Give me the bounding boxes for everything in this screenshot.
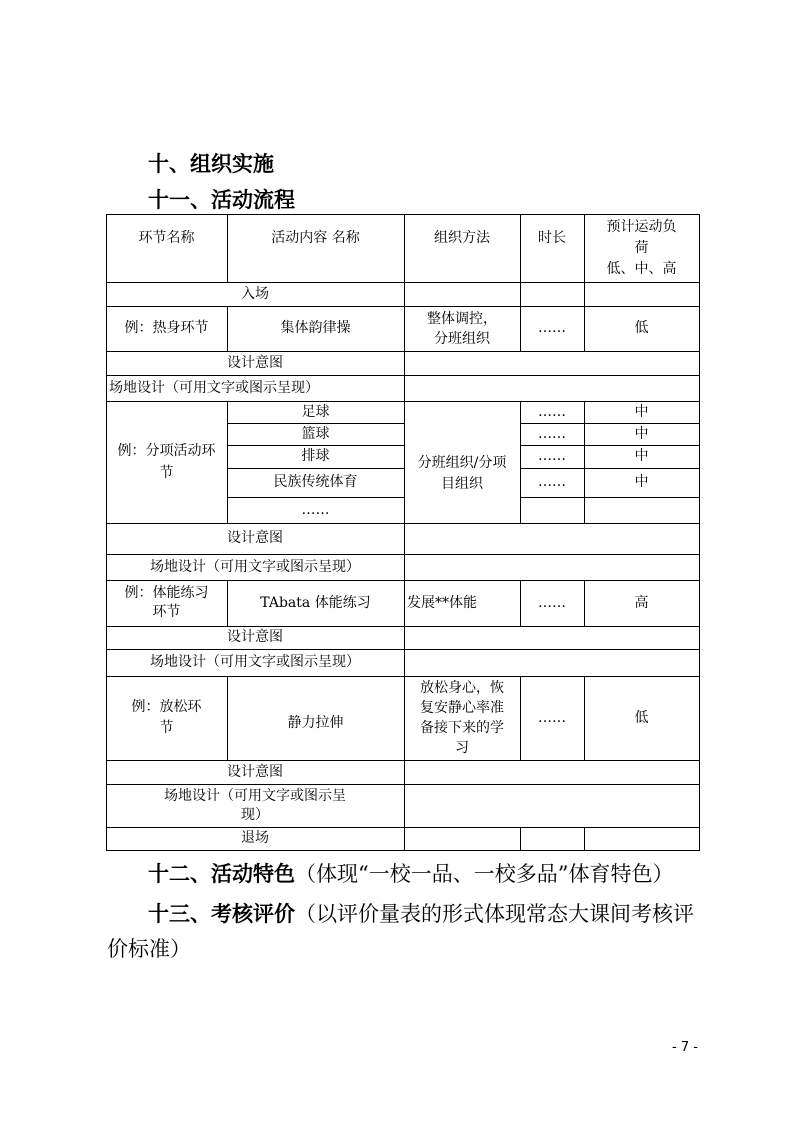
warmup-duration: …… [538, 320, 566, 336]
list-item: 篮球 [301, 425, 330, 442]
list-item: 排球 [301, 448, 330, 464]
relax-content: 静力拉伸 [287, 714, 344, 731]
fitness-stage: 例：体能练习 环节 [124, 585, 209, 620]
relax-duration: …… [538, 709, 566, 726]
row-exit: 退场 [241, 830, 269, 846]
assessment-continuation: 价标准） [107, 937, 191, 961]
page-number: - 7 - [672, 1040, 698, 1055]
list-item: 民族传统体育 [273, 474, 358, 490]
fitness-content: TAbata 体能练习 [260, 594, 371, 611]
site-design-label: 场地设计（可用文字或图示呈现） [150, 654, 360, 670]
warmup-method: 整体调控， 分班组织 [427, 310, 497, 347]
site-design-label: 场地设计（可用文字或图示呈现） [150, 558, 360, 575]
relax-stage: 例：放松环 节 [131, 699, 202, 736]
sports-method: 分班组织/分项 目组织 [417, 455, 507, 492]
sports-duration: …… [538, 448, 566, 464]
table-rule [584, 827, 585, 851]
site-design-label: 场地设计（可用文字或图示呈 现） [164, 787, 346, 823]
sports-duration: …… [538, 474, 566, 490]
table-rule [520, 497, 700, 498]
activity-flow-table [106, 214, 700, 851]
relax-method: 放松身心，恢 复安静心率准 备接下来的学 习 [420, 680, 504, 756]
heading-activity-features: 十二、活动特色（体现“一校一品、一校多品”体育特色） [148, 862, 674, 886]
sports-load: 中 [634, 425, 649, 442]
fitness-duration: …… [538, 594, 566, 611]
row-entry: 入场 [241, 285, 269, 302]
table-rule [520, 827, 521, 851]
design-intent-label: 设计意图 [227, 530, 283, 546]
warmup-stage: 例：热身环节 [124, 320, 209, 336]
header-organization-method: 组织方法 [434, 229, 490, 246]
design-intent-label: 设计意图 [227, 763, 283, 780]
list-item: …… [301, 501, 330, 518]
warmup-content: 集体韵律操 [280, 320, 351, 336]
table-rule [699, 214, 700, 851]
sports-load: 中 [634, 448, 649, 464]
sports-duration: …… [538, 425, 566, 442]
header-duration: 时长 [538, 229, 566, 246]
header-activity-content: 活动内容 名称 [271, 229, 360, 246]
site-design-label: 场地设计（可用文字或图示呈现） [109, 379, 319, 396]
heading-assessment: 十三、考核评价（以评价量表的形式体现常态大课间考核评 [148, 902, 694, 926]
relax-load: 低 [634, 709, 649, 726]
header-stage-name: 环节名称 [138, 229, 195, 246]
fitness-load: 高 [634, 594, 649, 611]
design-intent-label: 设计意图 [227, 354, 283, 371]
warmup-load: 低 [634, 320, 649, 336]
heading-activity-flow: 十一、活动流程 [148, 188, 295, 212]
heading-organization: 十、组织实施 [148, 152, 274, 176]
design-intent-label: 设计意图 [227, 629, 283, 645]
sports-duration: …… [538, 403, 566, 420]
table-rule [106, 850, 700, 851]
sports-load: 中 [634, 403, 649, 420]
fitness-method: 发展**体能 [407, 594, 477, 611]
sports-stage: 例：分项活动环 节 [117, 443, 216, 481]
sports-load: 中 [634, 474, 649, 490]
list-item: 足球 [301, 403, 330, 420]
header-expected-load: 预计运动负 荷 低、中、高 [606, 218, 677, 277]
